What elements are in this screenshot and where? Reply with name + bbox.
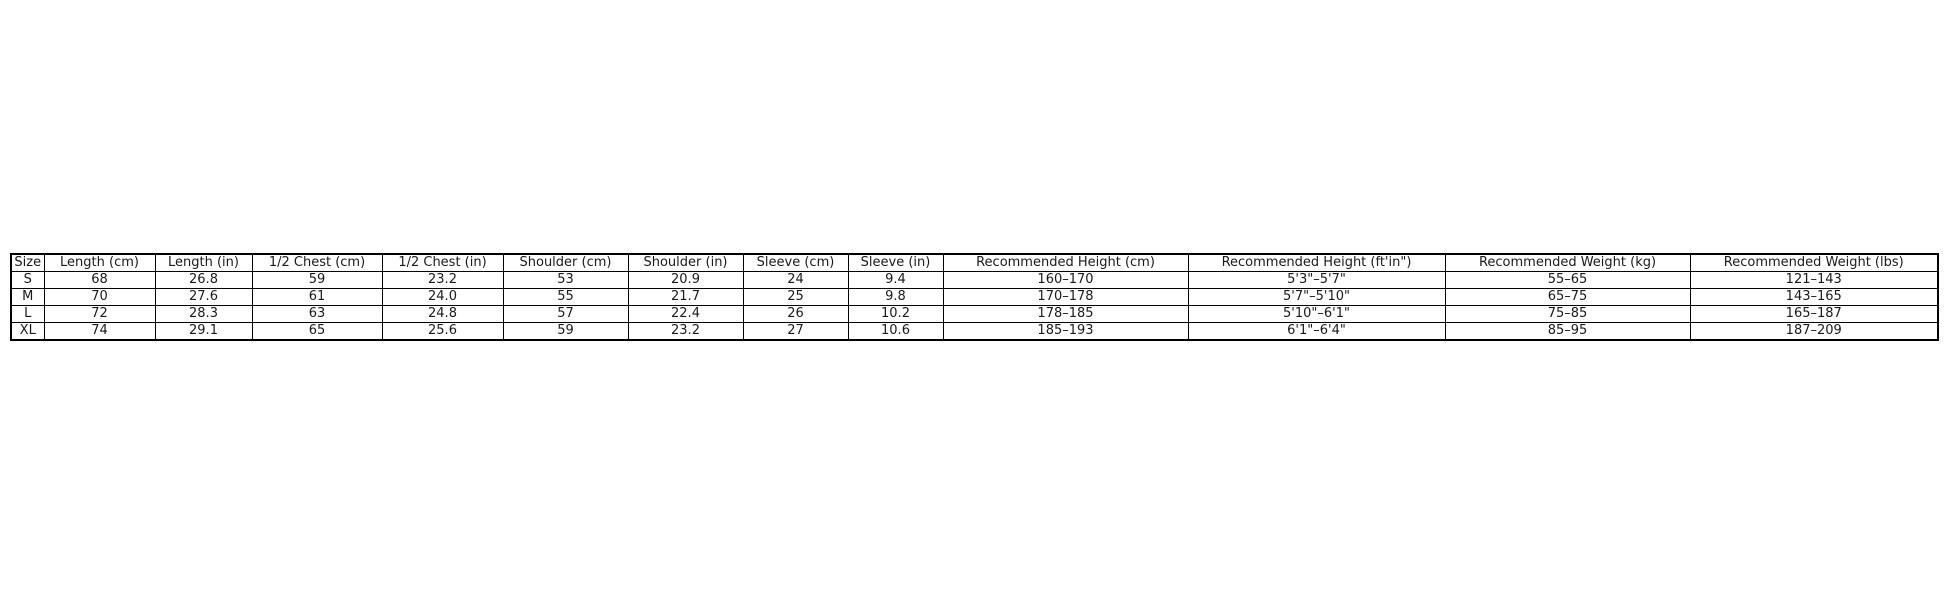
column-header-rec-weight-lbs: Recommended Weight (lbs) [1690, 254, 1938, 272]
cell-rec-weight-kg: 65–75 [1445, 289, 1690, 306]
cell-rec-weight-kg: 55–65 [1445, 272, 1690, 289]
cell-rec-height-cm: 178–185 [943, 306, 1188, 323]
cell-shoulder-in: 20.9 [628, 272, 743, 289]
cell-half-chest-in: 24.8 [382, 306, 503, 323]
cell-size: XL [11, 323, 44, 341]
table-row-l [11, 306, 1938, 323]
cell-sleeve-cm: 26 [743, 306, 848, 323]
cell-half-chest-in: 23.2 [382, 272, 503, 289]
cell-rec-height-ftin: 5'3"–5'7" [1188, 272, 1445, 289]
column-header-half-chest-in: 1/2 Chest (in) [382, 254, 503, 272]
cell-size: S [11, 272, 44, 289]
column-header-size: Size [11, 254, 44, 272]
cell-rec-weight-lbs: 121–143 [1690, 272, 1938, 289]
cell-rec-weight-kg: 75–85 [1445, 306, 1690, 323]
cell-length-cm: 70 [44, 289, 155, 306]
cell-rec-height-cm: 185–193 [943, 323, 1188, 341]
cell-rec-height-cm: 170–178 [943, 289, 1188, 306]
cell-shoulder-cm: 57 [503, 306, 628, 323]
cell-sleeve-in: 9.8 [848, 289, 943, 306]
column-header-rec-height-ftin: Recommended Height (ft'in") [1188, 254, 1445, 272]
cell-sleeve-cm: 27 [743, 323, 848, 341]
size-chart-table [10, 253, 1939, 341]
cell-length-in: 29.1 [155, 323, 252, 341]
cell-sleeve-in: 10.2 [848, 306, 943, 323]
cell-length-cm: 68 [44, 272, 155, 289]
cell-length-in: 28.3 [155, 306, 252, 323]
cell-rec-weight-lbs: 143–165 [1690, 289, 1938, 306]
cell-rec-height-ftin: 5'7"–5'10" [1188, 289, 1445, 306]
cell-length-cm: 72 [44, 306, 155, 323]
cell-rec-height-ftin: 5'10"–6'1" [1188, 306, 1445, 323]
cell-half-chest-cm: 59 [252, 272, 382, 289]
cell-half-chest-cm: 63 [252, 306, 382, 323]
cell-rec-weight-kg: 85–95 [1445, 323, 1690, 341]
table-row-m [11, 289, 1938, 306]
cell-size: M [11, 289, 44, 306]
cell-half-chest-in: 25.6 [382, 323, 503, 341]
cell-sleeve-in: 10.6 [848, 323, 943, 341]
column-header-shoulder-in: Shoulder (in) [628, 254, 743, 272]
cell-rec-height-ftin: 6'1"–6'4" [1188, 323, 1445, 341]
table-row-s [11, 272, 1938, 289]
cell-rec-weight-lbs: 165–187 [1690, 306, 1938, 323]
cell-sleeve-cm: 24 [743, 272, 848, 289]
cell-half-chest-in: 24.0 [382, 289, 503, 306]
cell-length-in: 27.6 [155, 289, 252, 306]
cell-shoulder-cm: 59 [503, 323, 628, 341]
header-row [11, 254, 1938, 272]
column-header-sleeve-cm: Sleeve (cm) [743, 254, 848, 272]
column-header-length-in: Length (in) [155, 254, 252, 272]
cell-shoulder-cm: 53 [503, 272, 628, 289]
column-header-rec-weight-kg: Recommended Weight (kg) [1445, 254, 1690, 272]
cell-half-chest-cm: 61 [252, 289, 382, 306]
cell-shoulder-in: 21.7 [628, 289, 743, 306]
column-header-half-chest-cm: 1/2 Chest (cm) [252, 254, 382, 272]
column-header-sleeve-in: Sleeve (in) [848, 254, 943, 272]
cell-shoulder-cm: 55 [503, 289, 628, 306]
cell-sleeve-cm: 25 [743, 289, 848, 306]
table-row-xl [11, 323, 1938, 341]
cell-size: L [11, 306, 44, 323]
cell-length-cm: 74 [44, 323, 155, 341]
cell-half-chest-cm: 65 [252, 323, 382, 341]
cell-shoulder-in: 23.2 [628, 323, 743, 341]
cell-rec-height-cm: 160–170 [943, 272, 1188, 289]
column-header-shoulder-cm: Shoulder (cm) [503, 254, 628, 272]
column-header-rec-height-cm: Recommended Height (cm) [943, 254, 1188, 272]
cell-rec-weight-lbs: 187–209 [1690, 323, 1938, 341]
cell-sleeve-in: 9.4 [848, 272, 943, 289]
column-header-length-cm: Length (cm) [44, 254, 155, 272]
cell-length-in: 26.8 [155, 272, 252, 289]
cell-shoulder-in: 22.4 [628, 306, 743, 323]
